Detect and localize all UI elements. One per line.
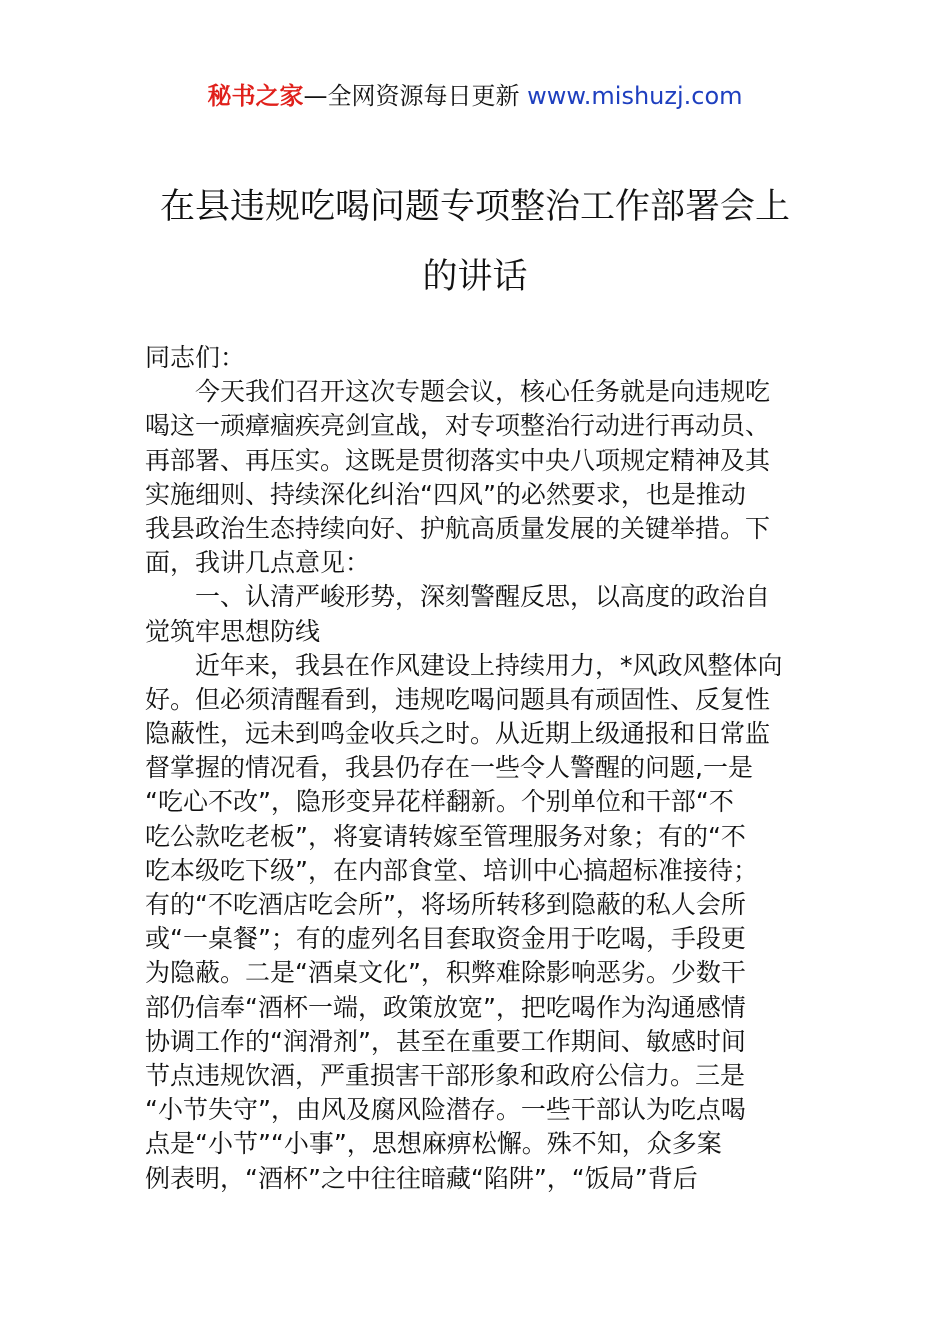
paragraph-line: 喝这一顽瘴痼疾亮剑宣战，对专项整治行动进行再动员、 <box>145 411 771 441</box>
brand-name: 秘书之家 <box>207 82 304 110</box>
salutation: 同志们： <box>145 343 246 372</box>
paragraph-line: 再部署、再压实。这既是贯彻落实中央八项规定精神及其 <box>145 445 771 475</box>
paragraph-line: 吃公款吃老板”，将宴请转嫁至管理服务对象；有的“不 <box>145 821 746 851</box>
paragraph-line: 协调工作的“润滑剂”，甚至在重要工作期间、敏感时间 <box>145 1026 746 1056</box>
paragraph-line: 例表明，“酒杯”之中往往暗藏“陷阱”，“饭局”背后 <box>145 1163 698 1193</box>
document-body <box>145 341 815 1196</box>
section-heading-line: 一、认清严峻形势，深刻警醒反思，以高度的政治自 <box>195 582 771 612</box>
paragraph-line: 实施细则、持续深化纠治“四风”的必然要求，也是推动 <box>145 479 746 509</box>
paragraph-line: 或“一桌餐”；有的虚列名目套取资金用于吃喝，手段更 <box>145 924 746 954</box>
section-heading-line: 觉筑牢思想防线 <box>145 616 321 646</box>
paragraph-line: 点是“小节”“小事”，思想麻痹松懈。殊不知，众多案 <box>145 1129 722 1159</box>
paragraph-line: 为隐蔽。二是“酒桌文化”，积弊难除影响恶劣。少数干 <box>145 958 746 988</box>
paragraph-line: 好。但必须清醒看到，违规吃喝问题具有顽固性、反复性 <box>145 684 771 714</box>
paragraph-line: “吃心不改”，隐形变异花样翻新。个别单位和干部“不 <box>145 787 734 817</box>
title-line-1: 在县违规吃喝问题专项整治工作部署会上 <box>159 187 790 227</box>
site-banner <box>0 80 950 112</box>
document-title <box>120 172 830 312</box>
paragraph-line: 隐蔽性，远未到鸣金收兵之时。从近期上级通报和日常监 <box>145 719 771 749</box>
paragraph-line: “小节失守”，由风及腐风险潜存。一些干部认为吃点喝 <box>145 1095 746 1125</box>
site-url-link[interactable]: www.mishuzj.com <box>527 82 743 110</box>
paragraph-line: 我县政治生态持续向好、护航高质量发展的关键举措。下 <box>145 513 771 543</box>
paragraph-line: 吃本级吃下级”，在内部食堂、培训中心搞超标准接待； <box>145 855 758 885</box>
title-line-2: 的讲话 <box>422 257 528 297</box>
paragraph-line: 督掌握的情况看，我县仍存在一些令人警醒的问题,一是 <box>145 753 753 783</box>
paragraph-line: 近年来，我县在作风建设上持续用力，*风政风整体向 <box>195 650 783 680</box>
paragraph-line: 有的“不吃酒店吃会所”，将场所转移到隐蔽的私人会所 <box>145 890 746 919</box>
paragraph-line: 今天我们召开这次专题会议，核心任务就是向违规吃 <box>195 377 771 407</box>
banner-tagline: —全网资源每日更新 <box>303 82 528 110</box>
paragraph-line: 面，我讲几点意见： <box>145 548 371 578</box>
paragraph-line: 部仍信奉“酒杯一端，政策放宽”，把吃喝作为沟通感情 <box>145 992 746 1022</box>
paragraph-line: 节点违规饮酒，严重损害干部形象和政府公信力。三是 <box>145 1060 746 1090</box>
